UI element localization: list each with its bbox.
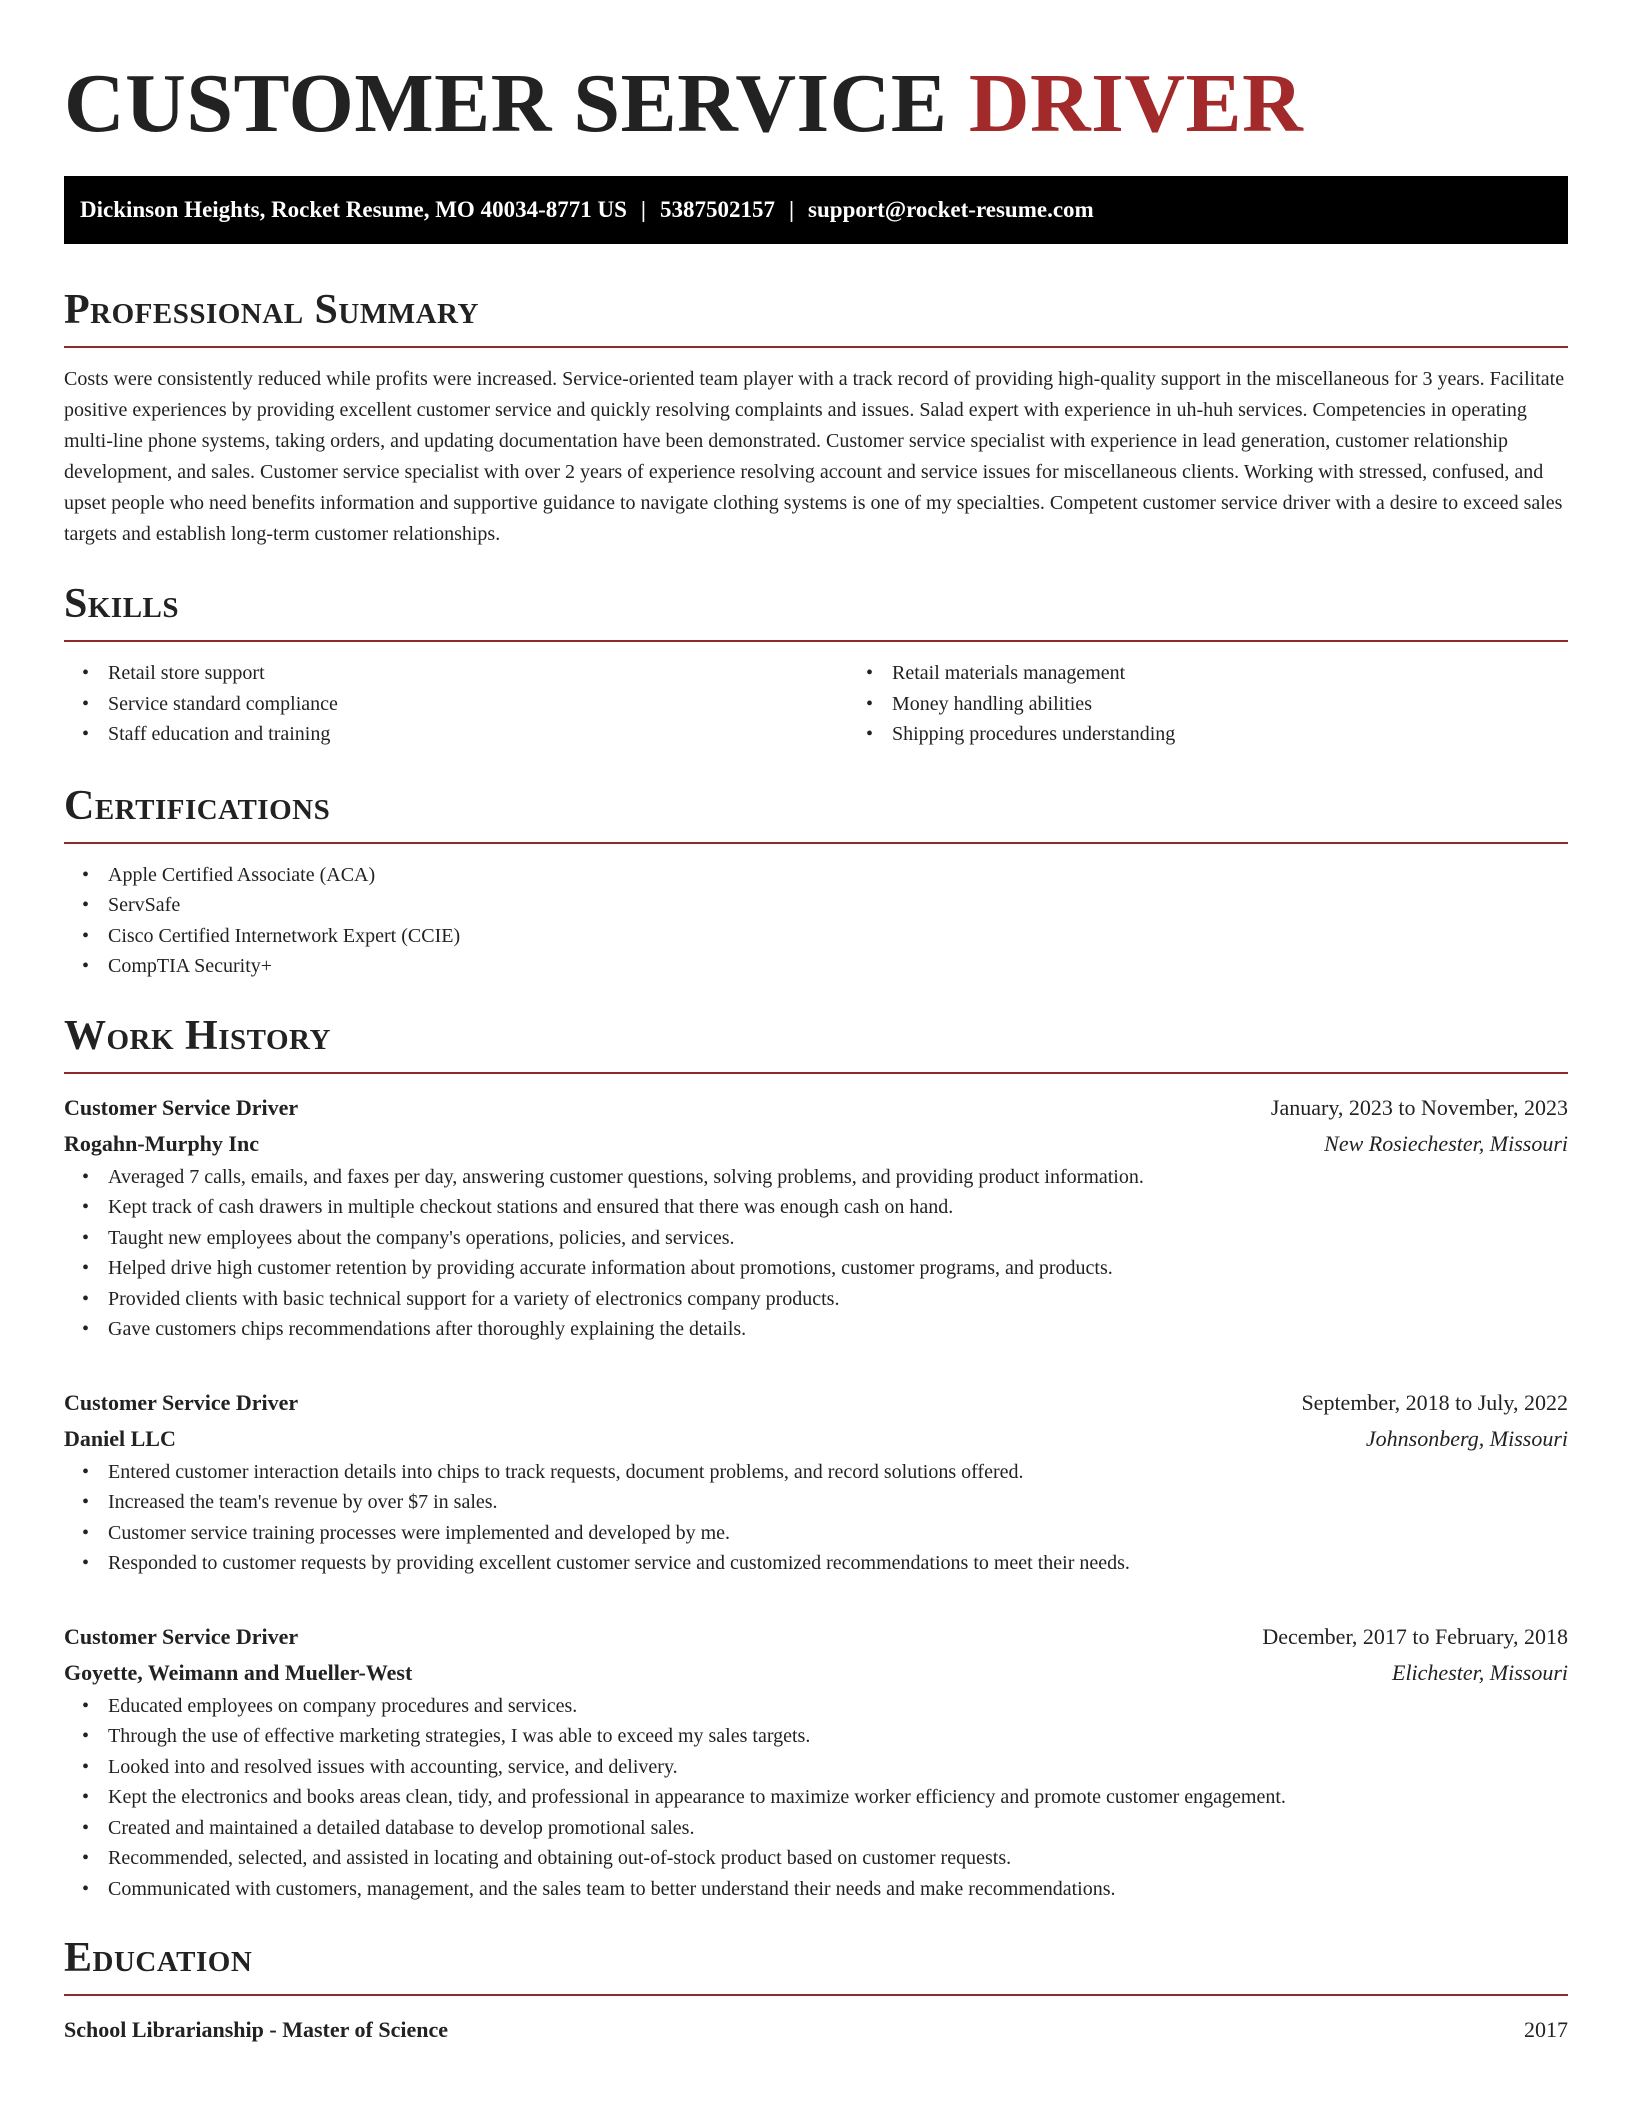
skills-list-right (848, 658, 1632, 750)
skills-list-left (64, 658, 848, 750)
contact-separator: | (640, 197, 646, 222)
job-company: Daniel LLC (64, 1425, 176, 1451)
skill-item: • Retail store support (108, 658, 848, 689)
job-bullet: • Provided clients with basic technical support for a variety of electronics company products. (108, 1284, 1568, 1315)
job-bullet: • Customer service training processes were implemented and developed by me. (108, 1518, 1568, 1549)
contact-email[interactable]: support@rocket-resume.com (808, 197, 1094, 222)
job-header-row (64, 1090, 1568, 1126)
job-entry (64, 1619, 1568, 1905)
summary-heading: Professional Summary (64, 287, 479, 333)
skill-item: • Service standard compliance (108, 689, 848, 720)
job-bullets (64, 1457, 1568, 1579)
work-history-section (64, 1010, 1568, 1905)
education-year: 2017 (1524, 2017, 1568, 2042)
skills-heading: Skills (64, 581, 180, 627)
certification-item: • Cisco Certified Internetwork Expert (CCIE) (108, 921, 1568, 952)
education-heading: Education (64, 1935, 253, 1981)
job-company-row (64, 1421, 1568, 1457)
skills-grid (64, 658, 1568, 750)
summary-text: Costs were consistently reduced while profits were increased. Service-oriented team player with a track record of providing high-quality support in the miscellaneous for 3 years. Facilitate positive experiences by providing excellent customer service and quickly resolving complaints and issues. Salad expert with experience in uh-huh services. Competencies in operating multi-line phone systems, taking orders, and updating documentation have been demonstrated. Customer service specialist with experience in lead generation, customer relationship development, and sales. Customer service specialist with over 2 years of experience resolving account and service issues for miscellaneous clients. Working with stressed, confused, and upset people who need benefits information and supportive guidance to navigate clothing systems is one of my specialties. Competent customer service driver with a desire to exceed sales targets and establish long-term customer relationships. (64, 368, 1565, 545)
contact-bar (64, 176, 1568, 244)
section-divider (64, 1072, 1568, 1074)
job-company-row (64, 1126, 1568, 1162)
skill-item: • Shipping procedures understanding (892, 719, 1632, 750)
job-entry (64, 1385, 1568, 1579)
skill-item: • Staff education and training (108, 719, 848, 750)
education-degree: School Librarianship - Master of Science (64, 2017, 448, 2042)
resume-name (64, 0, 1568, 154)
job-bullet: • Communicated with customers, management, and the sales team to better understand their needs and make recommendations. (108, 1874, 1568, 1905)
summary-section (64, 284, 1568, 550)
job-bullet: • Gave customers chips recommendations after thoroughly explaining the details. (108, 1314, 1568, 1345)
job-bullet: • Kept track of cash drawers in multiple checkout stations and ensured that there was enough cash on hand. (108, 1192, 1568, 1223)
job-bullets (64, 1162, 1568, 1345)
job-title: Customer Service Driver (64, 1094, 299, 1120)
contact-phone[interactable]: 5387502157 (659, 197, 775, 222)
job-bullet: • Looked into and resolved issues with accounting, service, and delivery. (108, 1752, 1568, 1783)
education-section (64, 1932, 1568, 2048)
education-row (64, 2012, 1568, 2048)
job-bullet: • Entered customer interaction details into chips to track requests, document problems, and record solutions offered. (108, 1457, 1568, 1488)
section-divider (64, 640, 1568, 642)
job-bullet: • Educated employees on company procedures and services. (108, 1691, 1568, 1722)
job-bullet: • Through the use of effective marketing strategies, I was able to exceed my sales targets. (108, 1721, 1568, 1752)
section-divider (64, 346, 1568, 348)
skill-item: • Money handling abilities (892, 689, 1632, 720)
certifications-heading: Certifications (64, 782, 331, 829)
contact-separator: | (788, 197, 795, 222)
job-dates: January, 2023 to November, 2023 (1270, 1094, 1568, 1120)
job-bullet: • Averaged 7 calls, emails, and faxes per day, answering customer questions, solving problems, and providing product information. (108, 1162, 1568, 1193)
skills-section (64, 578, 1568, 750)
job-bullet: • Responded to customer requests by providing excellent customer service and customized recommendations to meet their needs. (108, 1548, 1568, 1579)
section-divider (64, 842, 1568, 844)
certification-item: • Apple Certified Associate (ACA) (108, 860, 1568, 891)
contact-address: Dickinson Heights, Rocket Resume, MO 40034-8771 US (80, 197, 627, 222)
job-bullet: • Increased the team's revenue by over $7 in sales. (108, 1487, 1568, 1518)
job-title: Customer Service Driver (64, 1623, 299, 1649)
job-header-row (64, 1385, 1568, 1421)
job-title: Customer Service Driver (64, 1389, 299, 1415)
section-divider (64, 1994, 1568, 1996)
skill-item: • Retail materials management (892, 658, 1632, 689)
job-company: Rogahn-Murphy Inc (64, 1130, 259, 1156)
certifications-section (64, 780, 1568, 982)
job-location: Johnsonberg, Missouri (1365, 1425, 1568, 1451)
job-company-row (64, 1655, 1568, 1691)
certifications-list (64, 860, 1568, 982)
job-bullet: • Kept the electronics and books areas clean, tidy, and professional in appearance to maximize worker efficiency and promote customer engagement. (108, 1782, 1568, 1813)
job-bullet: • Created and maintained a detailed database to develop promotional sales. (108, 1813, 1568, 1844)
job-dates: September, 2018 to July, 2022 (1301, 1389, 1568, 1415)
name-accent: DRIVER (968, 57, 1304, 150)
job-bullet: • Helped drive high customer retention by providing accurate information about promotions, customer programs, and products. (108, 1253, 1568, 1284)
work-history-heading: Work History (64, 1012, 331, 1059)
certification-item: • ServSafe (108, 890, 1568, 921)
resume-page (64, 0, 1568, 2048)
job-bullet: • Taught new employees about the company's operations, policies, and services. (108, 1223, 1568, 1254)
job-entry (64, 1090, 1568, 1345)
job-header-row (64, 1619, 1568, 1655)
job-company: Goyette, Weimann and Mueller-West (64, 1659, 413, 1685)
job-bullets (64, 1691, 1568, 1905)
job-location: New Rosiechester, Missouri (1324, 1130, 1568, 1156)
job-bullet: • Recommended, selected, and assisted in locating and obtaining out-of-stock product based on customer requests. (108, 1843, 1568, 1874)
job-location: Elichester, Missouri (1392, 1659, 1568, 1685)
certification-item: • CompTIA Security+ (108, 951, 1568, 982)
name-main: CUSTOMER SERVICE (64, 57, 948, 150)
job-dates: December, 2017 to February, 2018 (1262, 1623, 1568, 1649)
